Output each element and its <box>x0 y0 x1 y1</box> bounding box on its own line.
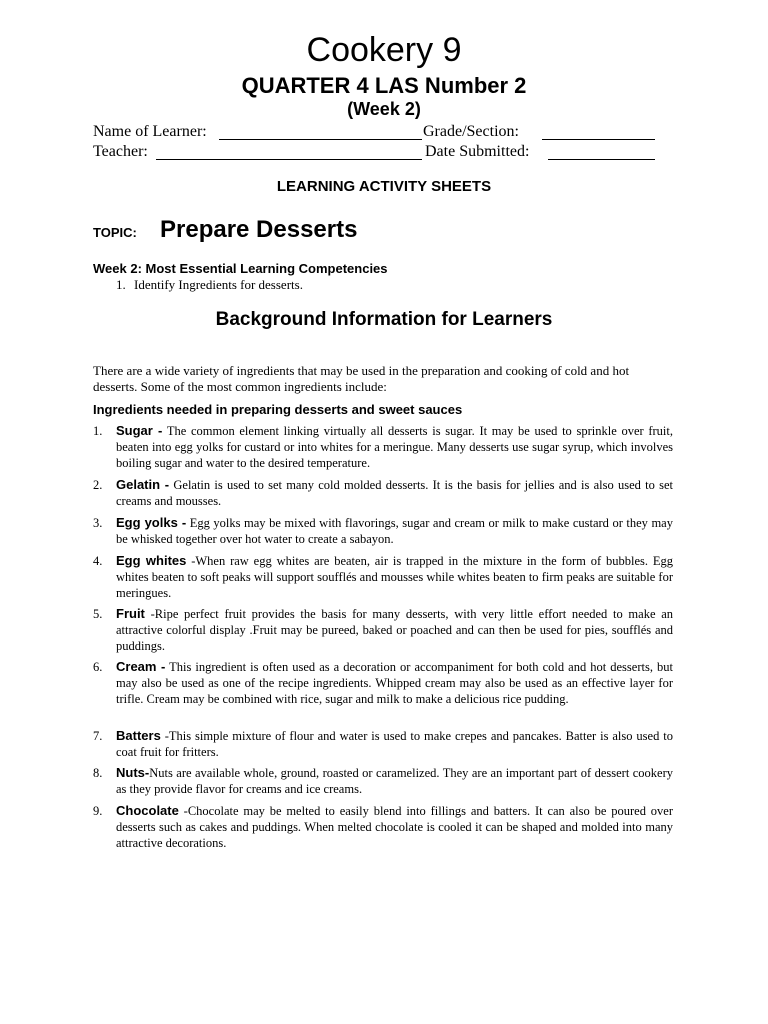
ingredients-heading: Ingredients needed in preparing desserts and sweet sauces <box>93 402 463 417</box>
ingredient-item-batters <box>93 728 673 760</box>
competency-item <box>116 276 303 293</box>
item-number: 5. <box>93 607 103 621</box>
ingredient-item-fruit <box>93 606 673 654</box>
item-term: Gelatin - <box>116 477 170 492</box>
competency-number: 1. <box>116 277 126 292</box>
name-of-learner-label: Name of Learner: <box>93 123 207 140</box>
background-heading: Background Information for Learners <box>215 309 553 330</box>
competency-text: Identify Ingredients for desserts. <box>134 277 303 292</box>
topic-label: TOPIC: <box>93 225 137 240</box>
item-text: -Chocolate may be melted to easily blend into fillings and batters. It can also be poured over desserts such as cakes and puddings. When melted chocolate is cooled it can be shaped and molded into many attractive decorations. <box>116 804 673 850</box>
item-text: -When raw egg whites are beaten, air is trapped in the mixture in the form of bubbles. Egg whites beaten to soft peaks will support soufflés and mousses while whites beaten to firm peaks are suitable for meringues. <box>116 554 673 600</box>
ingredient-item-sugar <box>93 423 673 471</box>
item-term: Chocolate <box>116 803 179 818</box>
item-term: Nuts- <box>116 765 150 780</box>
item-number: 8. <box>93 766 103 780</box>
item-term: Egg yolks - <box>116 515 187 530</box>
item-number: 6. <box>93 660 103 674</box>
grade-section-label: Grade/Section: <box>423 123 519 140</box>
document-title: Cookery 9 <box>306 31 462 69</box>
item-number: 9. <box>93 804 103 818</box>
item-text: Gelatin is used to set many cold molded desserts. It is the basis for jellies and is also used to set creams and mousses. <box>116 478 673 508</box>
item-number: 7. <box>93 729 103 743</box>
item-text: This ingredient is often used as a decoration or accompaniment for both cold and hot desserts, but may also be used as one of the recipe ingredients. Whipped cream may also be used as an effective layer for trifle. Cream may be combined with rice, sugar and milk to make a delicious rice pudding. <box>116 660 673 706</box>
item-text: The common element linking virtually all desserts is sugar. It may be used to sprinkle over fruit, beaten into egg yolks for custard or into whites for a meringue. Many desserts use sugar syrup, which involves boiling sugar and water to the desired temperature. <box>116 424 673 470</box>
item-term: Egg whites <box>116 553 187 568</box>
item-text: -Ripe perfect fruit provides the basis for many desserts, with very little effort needed to make an attractive colorful display .Fruit may be pureed, baked or poached and can then be used for pies, soufflés and puddings. <box>116 607 673 653</box>
las-heading: LEARNING ACTIVITY SHEETS <box>276 178 492 195</box>
learner-grade-row <box>93 122 657 142</box>
document-subtitle: QUARTER 4 LAS Number 2 <box>241 73 527 98</box>
ingredient-item-cream <box>93 659 673 707</box>
topic-value: Prepare Desserts <box>160 216 358 243</box>
teacher-line[interactable] <box>156 159 422 160</box>
ingredient-item-gelatin <box>93 477 673 509</box>
teacher-date-row <box>93 142 657 162</box>
teacher-label: Teacher: <box>93 143 148 160</box>
week-label: (Week 2) <box>347 99 421 119</box>
item-text: Nuts are available whole, ground, roasted or caramelized. They are an important part of dessert cookery as they provide flavor for creams and ice creams. <box>116 766 673 796</box>
name-of-learner-line[interactable] <box>219 139 422 140</box>
item-number: 4. <box>93 554 103 568</box>
item-term: Sugar - <box>116 423 163 438</box>
ingredient-item-egg-yolks <box>93 515 673 547</box>
date-submitted-label: Date Submitted: <box>425 143 530 160</box>
ingredient-item-nuts <box>93 765 673 797</box>
item-term: Batters <box>116 728 161 743</box>
item-number: 1. <box>93 424 103 438</box>
item-text: Egg yolks may be mixed with flavorings, sugar and cream or milk to make custard or they may be whisked together over hot water to create a sabayon. <box>116 516 673 546</box>
background-intro: There are a wide variety of ingredients that may be used in the preparation and cooking of cold and hot desserts. Some of the most common ingredients include: <box>93 363 630 394</box>
date-submitted-line[interactable] <box>548 159 655 160</box>
grade-section-line[interactable] <box>542 139 655 140</box>
ingredient-item-chocolate <box>93 803 673 851</box>
item-term: Fruit <box>116 606 145 621</box>
item-term: Cream - <box>116 659 166 674</box>
item-number: 3. <box>93 516 103 530</box>
ingredient-item-egg-whites <box>93 553 673 601</box>
competencies-heading: Week 2: Most Essential Learning Competencies <box>93 261 388 276</box>
item-text: -This simple mixture of flour and water is used to make crepes and pancakes. Batter is also used to coat fruit for fritters. <box>116 729 673 759</box>
item-number: 2. <box>93 478 103 492</box>
